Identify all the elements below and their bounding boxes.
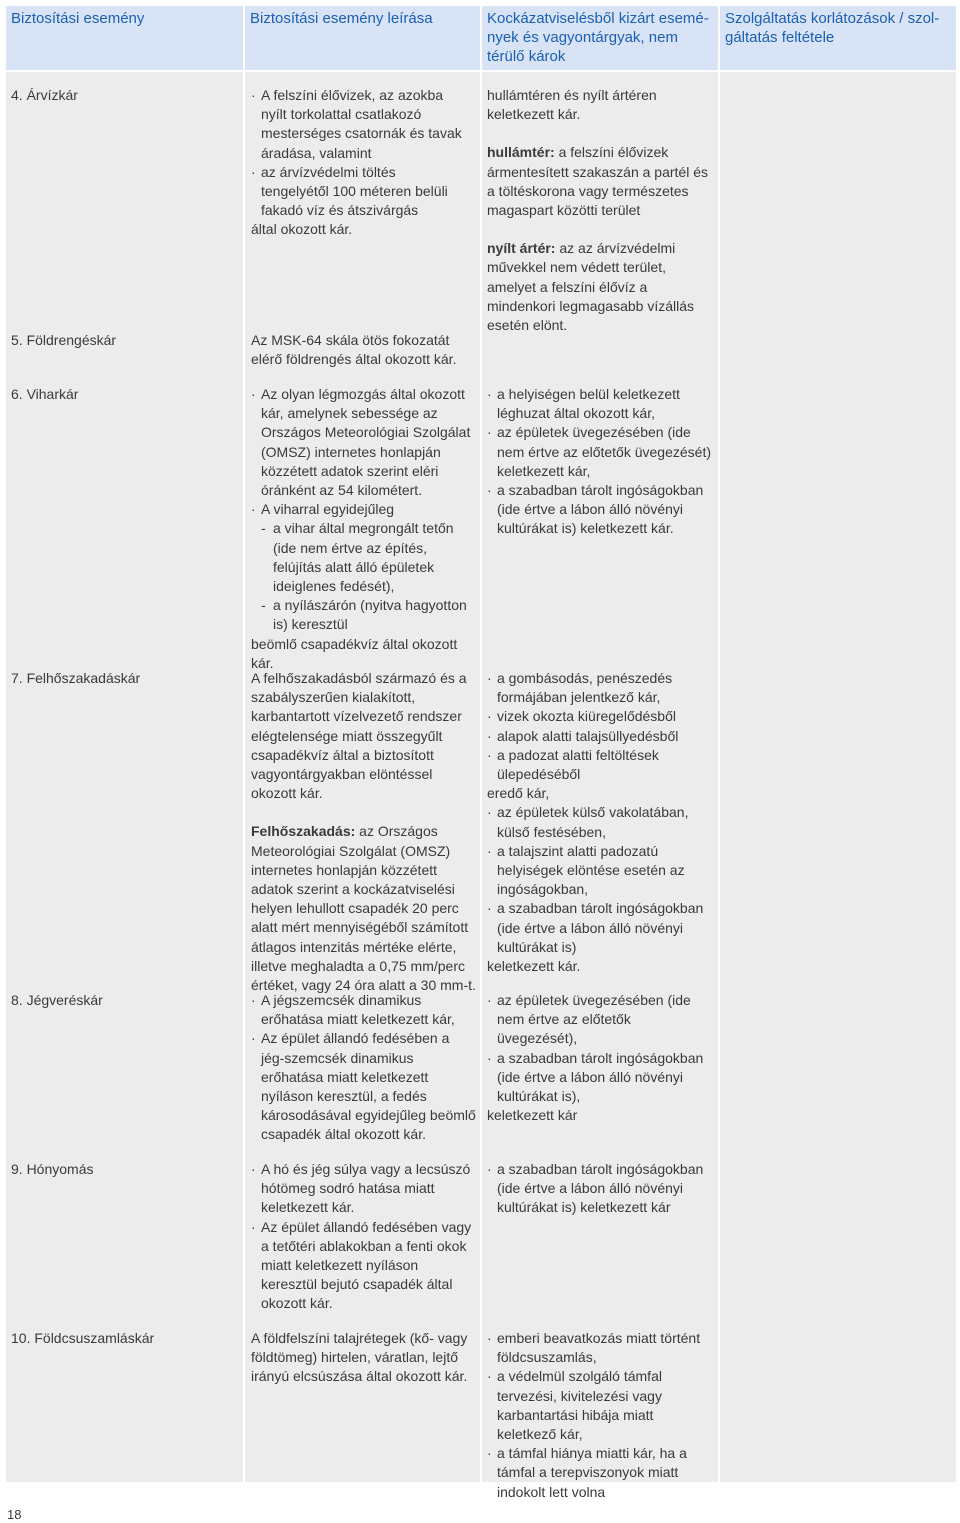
- list-item: · az épületek külső vakolatában, külső festésében,: [487, 803, 714, 841]
- description-cell: [245, 991, 480, 1145]
- exclusion-cell: [482, 991, 718, 1125]
- exclusion-text: hullámtéren és nyílt ártéren keletkezett kár.: [487, 87, 657, 123]
- list-item: · A hó és jég súlya vagy a lecsúszó hótömeg sodró hatása miatt keletkezett kár.: [251, 1160, 476, 1218]
- list-item: · a támfal hiánya miatti kár, ha a támfal a terepviszonyok miatt indokolt lett volna: [487, 1444, 714, 1502]
- sub-list-item: - a nyílászárón (nyitva hagyotton is) keresztül: [251, 596, 476, 634]
- list-item: · az épületek üvegezésében (ide nem értve az előtetők üvegezését),: [487, 991, 714, 1049]
- list-item: · emberi beavatkozás miatt történt földcsuszamlás,: [487, 1329, 714, 1367]
- definition-text: [251, 822, 476, 995]
- list-item: · a szabadban tárolt ingóságokban (ide értve a lábon álló növényi kultúrákat is),: [487, 1049, 714, 1107]
- exclusion-cell: [482, 86, 718, 335]
- column-limitations: [720, 72, 956, 1482]
- description-cell: [245, 86, 480, 240]
- event-cell: 10. Földcsuszamláskár: [11, 1330, 155, 1346]
- exclusion-cell: [482, 385, 718, 539]
- description-cell: [245, 669, 480, 995]
- page-number: 18: [7, 1507, 22, 1522]
- event-cell: 8. Jégveréskár: [11, 992, 103, 1008]
- description-text: Az MSK-64 skála ötös fokozatát elérő földrengés által okozott kár.: [251, 332, 457, 368]
- description-cell: [245, 331, 480, 369]
- list-item: · az épületek üvegezésében (ide nem értve az előtetők üvegezését) keletkezett kár,: [487, 423, 714, 481]
- list-item: · a gombásodás, penészedés formájában jelentkező kár,: [487, 669, 714, 707]
- sub-list-item: - a vihar által megrongált tetőn (ide nem értve az építés, felújítás alatt álló épületek ideiglenes fedését),: [251, 519, 476, 596]
- list-item: · a szabadban tárolt ingóságokban (ide értve a lábon álló növényi kultúrákat is) keletkezett kár.: [487, 481, 714, 539]
- definition-text: [487, 143, 714, 220]
- list-item: · Az olyan légmozgás által okozott kár, amelynek sebessége az Országos Meteorológiai Szolgálat (OMSZ) internetes honlapján közzétett adatok szerint eléri óránként az 54 kilométert.: [251, 385, 476, 500]
- description-tail: által okozott kár.: [251, 221, 353, 238]
- header-col-exclusions: Kockázatviselésből kizárt esemé-nyek és vagyontárgyak, nem térülő károk: [482, 6, 718, 70]
- column-descriptions: [245, 72, 480, 1482]
- column-exclusions: [482, 72, 718, 1500]
- column-events: [6, 72, 243, 1482]
- exclusion-cell: [482, 1329, 718, 1502]
- list-item: · A felszíni élővizek, az azokba nyílt torkolattal csatlakozó mesterséges csatornák és tavak áradása, valamint: [251, 86, 462, 163]
- exclusion-cell: [482, 1160, 718, 1218]
- header-col-event: Biztosítási esemény: [6, 6, 243, 70]
- description-cell: [245, 385, 480, 673]
- definition-text: [487, 239, 714, 335]
- exclusion-text: eredő kár,: [487, 785, 550, 802]
- description-text: A felhőszakadásból származó és a szabályszerűen kialakított, karbantartott vízelvezető rendszer elégtelensége miatt összegyűlt csapadékvíz által a biztosított vagyontárgyakban elöntéssel okozott kár.: [251, 670, 467, 802]
- list-item: · a szabadban tárolt ingóságokban (ide értve a lábon álló növényi kultúrákat is): [487, 899, 714, 957]
- list-item: · a padozat alatti feltöltések ülepedéséből: [487, 746, 714, 784]
- exclusion-cell: [482, 669, 718, 976]
- list-item: · A viharral egyidejűleg: [251, 500, 476, 519]
- event-cell: 4. Árvízkár: [11, 87, 78, 103]
- insurance-events-table: [6, 6, 956, 1500]
- list-item: · A jégszemcsék dinamikus erőhatása miatt keletkezett kár,: [251, 991, 476, 1029]
- table-header: [6, 6, 956, 70]
- definition-term: Felhőszakadás:: [251, 823, 356, 840]
- header-col-limitations: Szolgáltatás korlátozások / szol-gáltatás feltétele: [720, 6, 956, 70]
- list-item: · a helyiségen belül keletkezett léghuzat által okozott kár,: [487, 385, 714, 423]
- description-cell: [245, 1329, 480, 1387]
- event-cell: 7. Felhőszakadáskár: [11, 670, 141, 686]
- event-cell: 6. Viharkár: [11, 386, 79, 402]
- description-cell: [245, 1160, 480, 1314]
- list-item: · az árvízvédelmi töltés tengelyétől 100 méteren belüli fakadó víz és átszivárgás: [251, 163, 462, 221]
- definition-body: az Országos Meteorológiai Szolgálat (OMSZ) internetes honlapján közzétett adatok szerint a kockázatviselési helyen lehullott csapadék 20 perc alatt mért mennyiségéből számított átlagos intenzitás mértéke elérte, illetve meghaladta a 0,75 mm/perc értéket, vagy 24 óra alatt a 30 mm-t.: [251, 823, 476, 994]
- exclusion-tail: keletkezett kár.: [487, 958, 581, 975]
- description-text: A földfelszíni talajrétegek (kő- vagy földtömeg) hirtelen, váratlan, lejtő irányú elcsúszása által okozott kár.: [251, 1330, 468, 1385]
- list-item: · a szabadban tárolt ingóságokban (ide értve a lábon álló növényi kultúrákat is) keletkezett kár: [487, 1160, 714, 1218]
- table-body: [6, 72, 956, 1500]
- list-item: · vizek okozta kiüregelődésből: [487, 707, 714, 726]
- list-item: · a talajszint alatti padozatú helyiségek elöntése esetén az ingóságokban,: [487, 842, 714, 900]
- event-cell: 5. Földrengéskár: [11, 332, 117, 348]
- definition-body: az az árvízvédelmi művekkel nem védett terület, amelyet a felszíni élővíz a mindenkori legmagasabb vízállás esetén elönt.: [487, 240, 694, 334]
- header-col-description: Biztosítási esemény leírása: [245, 6, 480, 70]
- description-tail: beömlő csapadékvíz által okozott kár.: [251, 635, 458, 671]
- exclusion-tail: keletkezett kár: [487, 1107, 578, 1124]
- definition-term: hullámtér:: [487, 144, 555, 161]
- list-item: · a védelmül szolgáló támfal tervezési, kivitelezési vagy karbantartási hibája miatt keletkező kár,: [487, 1367, 714, 1444]
- list-item: · Az épület állandó fedésében a jég-szemcsék dinamikus erőhatása miatt keletkezett nyíláson keresztül, a fedés károsodásával egyidejűleg beömlő csapadék által okozott kár.: [251, 1029, 476, 1144]
- event-cell: 9. Hónyomás: [11, 1161, 94, 1177]
- definition-term: nyílt ártér:: [487, 240, 556, 257]
- definition-body: a felszíni élővizek ármentesített szakaszán a partél és a töltéskorona vagy természetes magaspart közötti terület: [487, 144, 708, 219]
- list-item: · alapok alatti talajsüllyedésből: [487, 727, 714, 746]
- list-item: · Az épület állandó fedésében vagy a tetőtéri ablakokban a fenti okok miatt keletkezett nyíláson keresztül bejutó csapadék által okozott kár.: [251, 1218, 476, 1314]
